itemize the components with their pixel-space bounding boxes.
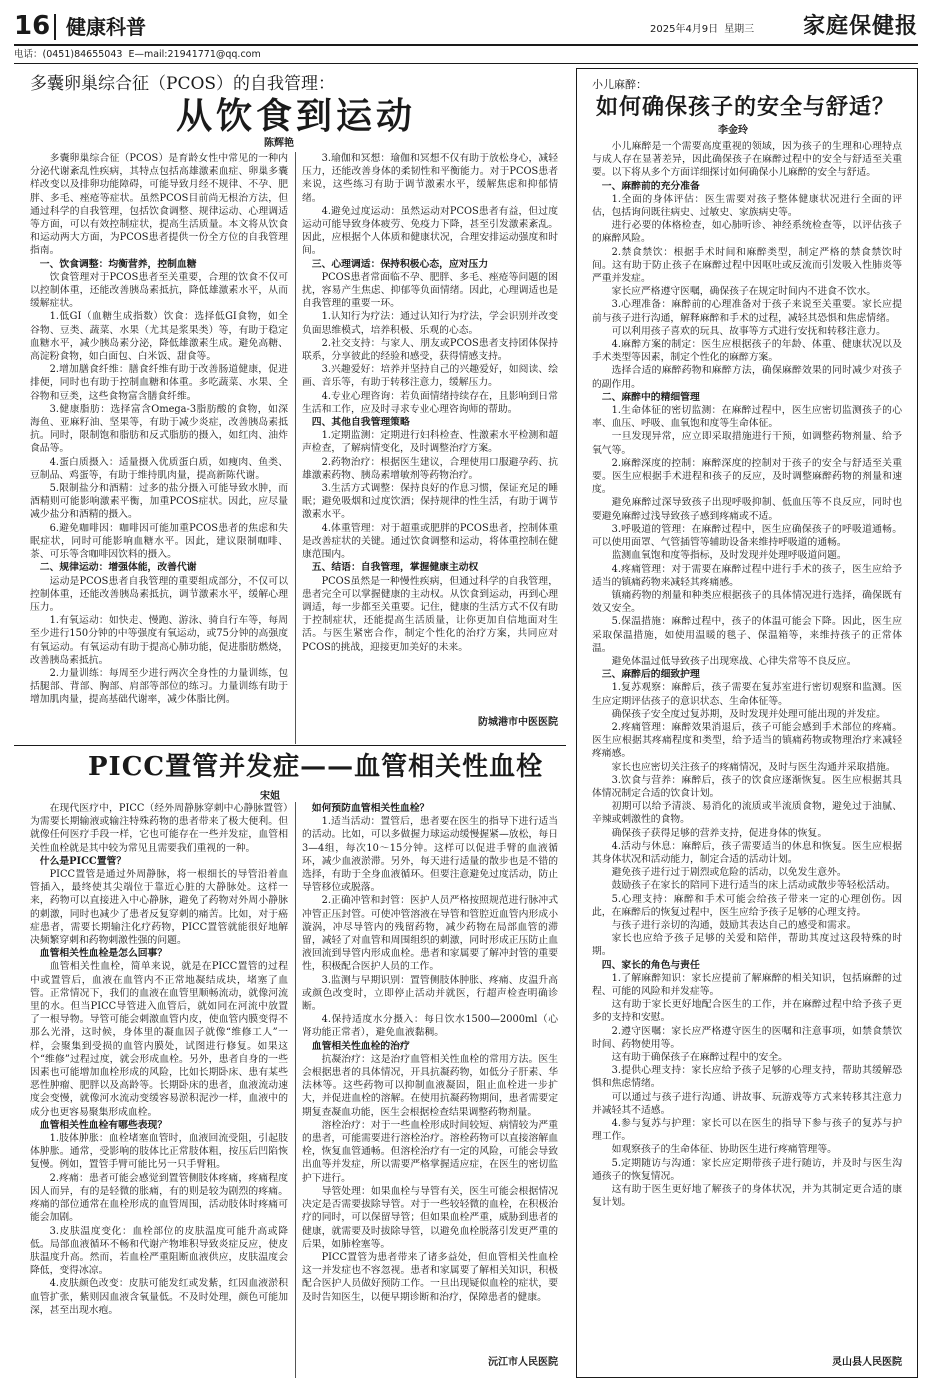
paragraph: 2.疼痛：患者可能会感觉到置管侧肢体疼痛，疼痛程度因人而异，有的是轻微的胀痛，有的则是较为剧烈的疼痛。疼痛的部位通常在血栓形成的血管周围，活动肢体时疼痛可能会加剧。 — [30, 1172, 288, 1224]
paragraph: 3.瑜伽和冥想：瑜伽和冥想不仅有助于放松身心，减轻压力，还能改善身体的柔韧性和平衡能力。对于PCOS患者来说，这些练习有助于调节激素水平，缓解焦虑和抑郁情绪。 — [302, 153, 558, 204]
paragraph: 1.了解麻醉知识：家长应提前了解麻醉的相关知识，包括麻醉的过程、可能的风险和并发症等。 — [592, 972, 902, 997]
paragraph: 4.专业心理咨询：若负面情绪持续存在，且影响到日常生活和工作，应及时寻求专业心理咨询师的帮助。 — [302, 390, 558, 415]
paragraph: 1.定期监测：定期进行妇科检查、性激素水平检测和超声检查，了解病情变化，及时调整治疗方案。 — [302, 430, 558, 455]
paragraph: 5.心理支持：麻醉和手术可能会给孩子带来一定的心理创伤。因此，在麻醉后的恢复过程中，医生应给予孩子足够的心理支持。 — [592, 893, 902, 918]
contact-rule — [14, 63, 918, 64]
paragraph: 4.参与复苏与护理：家长可以在医生的指导下参与孩子的复苏与护理工作。 — [592, 1118, 902, 1143]
contact-phone: 电话：(0451)84655043 — [14, 49, 123, 60]
paragraph: 血管相关性血栓，简单来说，就是在PICC置管的过程中或置管后，血液在血管内不正常地凝结成块，堵塞了血管。正常情况下，我们的血液在血管里顺畅流动，就像河流里的水。但当PICC导管进入血管后，就如同在河流中放置了一根导物。导管可能会刺激血管内皮，使血管内膜变得不那么光滑，这时候，身体里的凝血因子就像“维修工人”一样，会聚集到受损的血管内膜处，试图进行修复。如果这个“维修”过程过度，就会形成血栓。另外，患者自身的一些因素也可能增加血栓形成的风险，比如长期卧床、患有某些恶性肿瘤、肥胖以及高龄等。长期卧床的患者，血液流动速度会变慢，就像河水流动变缓容易淤积泥沙一样，血液中的成分也更容易聚集形成血栓。 — [30, 961, 288, 1118]
publication-date — [650, 23, 760, 37]
paragraph: 1.认知行为疗法：通过认知行为疗法，学会识别并改变负面思维模式，培养积极、乐观的心态。 — [302, 311, 558, 336]
paragraph: 3.皮肤温度变化：血栓部位的皮肤温度可能升高或降低。局部血液循环不畅和代谢产物堆积导致炎症反应，使皮肤温度升高。然而，若血栓严重阻断血液供应，皮肤温度会降低，变得冰凉。 — [30, 1225, 288, 1277]
subheading: 三、心理调适：保持积极心态，应对压力 — [311, 258, 489, 270]
paragraph: 2.疼痛管理：麻醉效果消退后，孩子可能会感到手术部位的疼痛。医生应根据其疼痛程度和类型，给予适当的镇痛药物或物理治疗来减轻疼痛感。 — [592, 721, 902, 760]
pcos-kicker: 多囊卵巢综合征（PCOS）的自我管理： — [30, 74, 336, 94]
paragraph: 2.力量训练：每周至少进行两次全身性的力量训练，包括腿部、背部、胸部、肩部等部位的练习。力量训练有助于增加肌肉量，提高基础代谢率，减少体脂比例。 — [30, 667, 288, 706]
paragraph: 运动是PCOS患者自我管理的重要组成部分，不仅可以控制体重，还能改善胰岛素抵抗，调节激素水平，缓解心理压力。 — [30, 575, 288, 613]
paragraph: 1.全面的身体评估：医生需要对孩子整体健康状况进行全面的评估，包括询问既往病史、过敏史、家族病史等。 — [592, 193, 902, 219]
masthead-divider — [54, 14, 56, 40]
paragraph: 1.适当活动：置管后，患者要在医生的指导下进行适当的活动。比如，可以多做握力球运动缓慢握紧—放松，每日3—4组，每次10～15分钟。这样可以促进手臂的血液循环，减少血液淤滞。另外，每天进行适量的散步也是不错的选择，有助于全身血液循环。但要注意避免过度活动，防止导管移位或脱落。 — [302, 816, 558, 894]
picc-column-1 — [30, 802, 288, 1378]
paragraph: 进行必要的体格检查，如心肺听诊、神经系统检查等，以评估孩子的麻醉风险。 — [592, 220, 902, 245]
pcos-column-1 — [30, 152, 288, 744]
paragraph: 可以利用孩子喜欢的玩具、故事等方式进行安抚和转移注意力。 — [611, 325, 886, 337]
paragraph: 这有助于医生更好地了解孩子的身体状况，并为其制定更合适的康复计划。 — [592, 1184, 902, 1209]
paragraph: 多囊卵巢综合征（PCOS）是育龄女性中常见的一种内分泌代谢紊乱性疾病，其特点包括高雄激素血症、卵巢多囊样改变以及排卵功能障碍，可能导致月经不规律、不孕、肥胖、多毛、痤疮等症状。虽然PCOS目前尚无根治方法，但通过科学的自我管理，包括饮食调整、规律运动、心理调适等方面，可以有效控制症状，提高生活质量。本文将从饮食和运动两大方面，为PCOS患者提供一份全方位的自我管理指南。 — [30, 153, 288, 257]
paragraph: 镇痛药物的剂量和种类应根据孩子的具体情况进行选择，确保既有效又安全。 — [592, 589, 902, 615]
pcos-author: 陈辉艳 — [264, 138, 294, 149]
paragraph: 3.监测与早期识别：置管侧肢体肿胀、疼痛、皮温升高或颜色改变时，立即停止活动并就医，行超声检查明确诊断。 — [302, 974, 558, 1013]
paragraph: 确保孩子获得足够的营养支持，促进身体的恢复。 — [611, 827, 828, 839]
paragraph: 3.呼吸道的管理：在麻醉过程中，医生应确保孩子的呼吸道通畅。可以使用面罩、气管插管等辅助设备来维持呼吸道的通畅。 — [592, 523, 902, 549]
paragraph: 2.麻醉深度的控制：麻醉深度的控制对于孩子的安全与舒适至关重要。医生应根据手术进程和孩子的反应，及时调整麻醉药物的剂量和速度。 — [592, 457, 902, 496]
picc-column-2 — [302, 802, 558, 1348]
paragraph: 4.疼痛管理：对于需要在麻醉过程中进行手术的孩子，医生应给予适当的镇痛药物来减轻其疼痛感。 — [592, 563, 902, 588]
paragraph: 在现代医疗中，PICC（经外周静脉穿刺中心静脉置管）为需要长期输液或输注特殊药物的患者带来了极大便利。但就像任何医疗手段一样，它也可能存在一些并发症，血管相关性血栓就是其中较为常见且需要我们重视的一种。 — [30, 803, 288, 854]
subheading: 五、结语：自我管理，掌握健康主动权 — [311, 562, 479, 574]
subheading: 血管相关性血栓的治疗 — [311, 1040, 410, 1052]
paragraph: 避免孩子进行过于剧烈或危险的活动，以免发生意外。 — [611, 867, 847, 879]
paragraph: 3.兴趣爱好：培养并坚持自己的兴趣爱好，如阅读、绘画、音乐等，有助于转移注意力，缓解压力。 — [302, 364, 558, 389]
paragraph: 可以通过与孩子进行沟通、讲故事、玩游戏等方式来转移其注意力并减轻其不适感。 — [592, 1091, 902, 1116]
paragraph: 3.饮食与营养：麻醉后，孩子的饮食应逐渐恢复。医生应根据其具体情况制定合适的饮食计划。 — [592, 774, 902, 799]
paragraph: 这有助于确保孩子在麻醉过程中的安全。 — [611, 1052, 788, 1064]
paragraph: 2.正确冲管和封管：医护人员严格按照规范进行脉冲式冲管正压封管。可使冲管溶液在导管和管腔近血管内形成小漩涡，冲尽导管内的残留药物，减少药物在局部血管的滞留，减轻了对血管和周围组织的刺激，同时形成正压防止血液回流到导管内形成血栓。患者和家属要了解冲封管的重要性，积极配合医护人员的工作。 — [302, 895, 558, 973]
paragraph: 5.定期随访与沟通：家长应定期带孩子进行随访，并及时与医生沟通孩子的恢复情况。 — [592, 1157, 902, 1182]
picc-headline: PICC置管并发症——血管相关性血栓 — [88, 752, 544, 782]
paragraph: 小儿麻醉是一个需要高度重视的领域，因为孩子的生理和心理特点与成人存在显著差异，因此确保孩子在麻醉过程中的安全与舒适至关重要。以下将从多个方面详细探讨如何确保小儿麻醉的安全与舒适。 — [592, 141, 902, 179]
paragraph: 5.限制盐分和酒精：过多的盐分摄入可能导致水肿，而酒精则可能影响激素平衡，加重PCOS症状。因此，应尽量减少盐分和酒精的摄入。 — [30, 483, 288, 521]
masthead-rule — [14, 44, 918, 46]
subheading: 一、饮食调整：均衡营养，控制血糖 — [39, 258, 197, 270]
paragraph: PICC置管为患者带来了诸多益处，但血管相关性血栓这一并发症也不容忽视。患者和家属要了解相关知识，积极配合医护人员做好预防工作。一旦出现疑似血栓的症状，要及时告知医生，以便早期诊断和治疗，保障患者的健康。 — [302, 1251, 558, 1303]
date-text: 2025年4月9日 — [650, 24, 719, 35]
paragraph: 2.增加膳食纤维：膳食纤维有助于改善肠道健康，促进排便，同时也有助于控制血糖和体重。多吃蔬菜、水果、全谷物和豆类，这些食物富含膳食纤维。 — [30, 364, 288, 402]
subheading: 二、规律运动：增强体能，改善代谢 — [39, 562, 197, 574]
paragraph: 饮食管理对于PCOS患者至关重要，合理的饮食不仅可以控制体重，还能改善胰岛素抵抗，降低雄激素水平，从而缓解症状。 — [30, 271, 288, 310]
picc-author: 宋姐 — [260, 791, 280, 802]
paragraph: PICC置管是通过外周静脉，将一根细长的导管沿着血管插入，最终使其尖端位于靠近心脏的大静脉处。这样一来，药物可以直接进入中心静脉，避免了药物对外周小静脉的刺激，同时也减少了患者反复穿刺的痛苦。比如，对于癌症患者，需要长期输注化疗药物，PICC置管就能很好地解决频繁穿刺和药物刺激性强的问题。 — [30, 869, 288, 947]
paragraph: 1.生命体征的密切监测：在麻醉过程中，医生应密切监测孩子的心率、血压、呼吸、血氧饱和度等生命体征。 — [592, 405, 902, 430]
paragraph: 1.肢体肿胀：血栓堵塞血管时，血液回流受阻，引起肢体肿胀。通常，受影响的肢体比正常肢体粗，按压后凹陷恢复慢。例如，置管手臂可能比另一只手臂粗。 — [30, 1133, 288, 1171]
subheading: 什么是PICC置管？ — [39, 855, 127, 867]
subheading: 四、家长的角色与责任 — [601, 959, 700, 971]
article-separator — [14, 745, 566, 746]
anesthesia-body — [592, 140, 902, 1352]
contact-email: E—mail:21941771@qq.com — [128, 49, 261, 60]
paragraph: 3.提供心理支持：家长应给予孩子足够的心理支持，帮助其缓解恐惧和焦虑情绪。 — [592, 1065, 902, 1090]
paragraph: 3.健康脂肪：选择富含Omega-3脂肪酸的食物，如深海鱼、亚麻籽油、坚果等，有助于减少炎症，改善胰岛素抵抗。同时，限制饱和脂肪和反式脂肪的摄入，如红肉、油炸食品等。 — [30, 403, 288, 455]
contact-line — [14, 48, 267, 62]
picc-column-divider — [295, 802, 296, 1378]
paragraph: 一旦发现异常，应立即采取措施进行干预，如调整药物剂量、给予氧气等。 — [592, 431, 902, 456]
paragraph: 5.保温措施：麻醉过程中，孩子的体温可能会下降。因此，医生应采取保温措施，如使用温暖的毯子、保温箱等，来维持孩子的正常体温。 — [592, 616, 902, 654]
subheading: 一、麻醉前的充分准备 — [601, 180, 700, 192]
paragraph: 4.体重管理：对于超重或肥胖的PCOS患者，控制体重是改善症状的关键。通过饮食调整和运动，将体重控制在健康范围内。 — [302, 522, 558, 561]
paragraph: 初期可以给予清淡、易消化的流质或半流质食物，避免过于油腻、辛辣或刺激性的食物。 — [592, 801, 902, 826]
paragraph: 3.心理准备：麻醉前的心理准备对于孩子来说至关重要。家长应提前与孩子进行沟通，解释麻醉和手术的过程，减轻其恐惧和焦虑情绪。 — [592, 299, 902, 324]
paragraph: PCOS虽然是一种慢性疾病，但通过科学的自我管理，患者完全可以掌握健康的主动权。从饮食到运动，再到心理调适，每一步都至关重要。记住，健康的生活方式不仅有助于控制症状，还能提高生活质量，让你更加自信地面对生活。与医生紧密合作，制定个性化的治疗方案，共同应对PCOS的挑战，迎接更加美好的未来。 — [302, 575, 558, 653]
newspaper-name: 家庭保健报 — [802, 13, 918, 39]
masthead — [14, 8, 918, 48]
subheading: 血管相关性血栓有哪些表现？ — [39, 1119, 168, 1131]
pcos-headline: 从饮食到运动 — [176, 95, 417, 137]
paragraph: 4.保持适度水分摄入：每日饮水1500—2000ml（心肾功能正常者），避免血液黏稠。 — [302, 1014, 558, 1039]
pcos-column-2 — [302, 152, 558, 712]
paragraph: 6.避免咖啡因：咖啡因可能加重PCOS患者的焦虑和失眠症状，同时可能影响血糖水平。因此，建议限制咖啡、茶、可乐等含咖啡因饮料的摄入。 — [30, 522, 288, 561]
paragraph: 1.复苏观察：麻醉后，孩子需要在复苏室进行密切观察和监测。医生应定期评估孩子的意识状态、生命体征等。 — [592, 682, 902, 707]
paragraph: PCOS患者常面临不孕、肥胖、多毛、痤疮等问题的困扰，容易产生焦虑、抑郁等负面情绪。因此，心理调适也是自我管理的重要一环。 — [302, 271, 558, 310]
paragraph: 抗凝治疗：这是治疗血管相关性血栓的常用方法。医生会根据患者的具体情况，开具抗凝药物，如低分子肝素、华法林等。这些药物可以抑制血液凝固，阻止血栓进一步扩大，并促进血栓的溶解。在使用抗凝药物期间，患者需要定期复查凝血功能，医生会根据检查结果调整药物剂量。 — [302, 1053, 558, 1118]
picc-institution: 沅江市人民医院 — [488, 1357, 558, 1368]
paragraph: 3.生活方式调整：保持良好的作息习惯，保证充足的睡眠；避免吸烟和过度饮酒；保持规律的性生活，有助于调节激素水平。 — [302, 483, 558, 521]
paragraph: 与孩子进行亲切的沟通，鼓励其表达自己的感受和需求。 — [611, 919, 857, 931]
paragraph: 家长也应密切关注孩子的疼痛情况，及时与医生沟通并采取措施。 — [611, 761, 896, 773]
paragraph: 2.禁食禁饮：根据手术时间和麻醉类型，制定严格的禁食禁饮时间。这有助于防止孩子在麻醉过程中因呕吐或反流而引发吸入性肺炎等严重并发症。 — [592, 246, 902, 285]
paragraph: 监测血氧饱和度等指标，及时发现并处理呼吸道问题。 — [611, 550, 847, 562]
subheading: 三、麻醉后的细致护理 — [601, 669, 700, 681]
paragraph: 鼓励孩子在家长的陪同下进行适当的床上活动或散步等轻松活动。 — [611, 880, 896, 892]
paragraph: 2.药物治疗：根据医生建议，合理使用口服避孕药、抗雄激素药物、胰岛素增敏剂等药物治疗。 — [302, 456, 558, 481]
weekday-text: 星期三 — [724, 24, 755, 35]
paragraph: 2.社交支持：与家人、朋友或PCOS患者支持团体保持联系，分享彼此的经验和感受，获得情感支持。 — [302, 337, 558, 363]
anesthesia-kicker: 小儿麻醉： — [592, 78, 647, 91]
subheading: 血管相关性血栓是怎么回事？ — [39, 948, 168, 960]
paragraph: 1.低GI（血糖生成指数）饮食：选择低GI食物，如全谷物、豆类、蔬菜、水果（尤其是浆果类）等，有助于稳定血糖水平，减少胰岛素分泌，降低雄激素生成。避免高糖、高淀粉食物，如白面包、白米饭、甜食等。 — [30, 311, 288, 363]
anesthesia-institution: 灵山县人民医院 — [832, 1357, 902, 1368]
paragraph: 4.避免过度运动：虽然运动对PCOS患者有益，但过度运动可能导致身体疲劳、免疫力下降，甚至引发激素紊乱。因此，应根据个人体质和健康状况，合理安排运动强度和时间。 — [302, 205, 558, 257]
paragraph: 避免体温过低导致孩子出现寒战、心律失常等不良反应。 — [611, 655, 857, 667]
subheading: 四、其他自我管理策略 — [311, 417, 410, 429]
paragraph: 确保孩子安全度过复苏期，及时发现并处理可能出现的并发症。 — [611, 708, 886, 720]
paragraph: 家长应严格遵守医嘱，确保孩子在规定时间内不进食不饮水。 — [611, 286, 877, 298]
paragraph: 选择合适的麻醉药物和麻醉方法，确保麻醉效果的同时减少对孩子的副作用。 — [592, 365, 902, 390]
paragraph: 2.遵守医嘱：家长应严格遵守医生的医嘱和注意事项，如禁食禁饮时间、药物使用等。 — [592, 1025, 902, 1050]
anesthesia-author: 李金玲 — [718, 125, 748, 136]
paragraph: 1.有氧运动：如快走、慢跑、游泳、骑自行车等，每周至少进行150分钟的中等强度有氧运动，或75分钟的高强度有氧运动。有氧运动有助于提高心肺功能，促进脂肪燃烧，改善胰岛素抵抗。 — [30, 615, 288, 666]
paragraph: 避免麻醉过深导致孩子出现呼吸抑制、低血压等不良反应，同时也要避免麻醉过浅导致孩子感到疼痛或不适。 — [592, 497, 902, 522]
page-number: 16 — [14, 11, 51, 41]
anesthesia-headline: 如何确保孩子的安全与舒适？ — [596, 94, 896, 120]
paragraph: 家长也应给予孩子足够的关爱和陪伴，帮助其度过这段特殊的时期。 — [592, 933, 902, 958]
paragraph: 溶栓治疗：对于一些血栓形成时间较短、病情较为严重的患者，可能需要进行溶栓治疗。溶栓药物可以直接溶解血栓，恢复血管通畅。但溶栓治疗有一定的风险，可能会导致出血等并发症，所以需要严格掌握适应症，在医生的密切监护下进行。 — [302, 1119, 558, 1184]
paragraph: 如观察孩子的生命体征、协助医生进行疼痛管理等。 — [611, 1144, 837, 1156]
subheading: 如何预防血管相关性血栓？ — [311, 803, 430, 814]
paragraph: 导管处理：如果血栓与导管有关，医生可能会根据情况决定是否需要拔除导管。对于一些较轻微的血栓，在积极治疗的同时，可以保留导管；但如果血栓严重，威胁到患者的健康，就需要及时拔除导管，以避免血栓脱落引发更严重的后果，如肺栓塞等。 — [302, 1185, 558, 1250]
section-name: 健康科普 — [66, 15, 146, 39]
paragraph: 这有助于家长更好地配合医生的工作，并在麻醉过程中给予孩子更多的支持和安慰。 — [592, 999, 902, 1024]
paragraph: 4.蛋白质摄入：适量摄入优质蛋白质，如瘦肉、鱼类、豆制品、鸡蛋等，有助于维持肌肉量，提高新陈代谢。 — [30, 456, 288, 481]
pcos-institution: 防城港市中医医院 — [478, 717, 558, 728]
subheading: 二、麻醉中的精细管理 — [601, 391, 700, 403]
paragraph: 4.麻醉方案的制定：医生应根据孩子的年龄、体重、健康状况以及手术类型等因素，制定个性化的麻醉方案。 — [592, 339, 902, 364]
paragraph: 4.皮肤颜色改变：皮肤可能发红或发紫，红因血液淤积血管扩张，紫则因血液含氧量低。不及时处理，颜色可能加深，甚至出现水疱。 — [30, 1278, 288, 1316]
paragraph: 4.活动与休息：麻醉后，孩子需要适当的休息和恢复。医生应根据其身体状况和活动能力，制定合适的活动计划。 — [592, 840, 902, 865]
pcos-column-divider — [295, 152, 296, 744]
